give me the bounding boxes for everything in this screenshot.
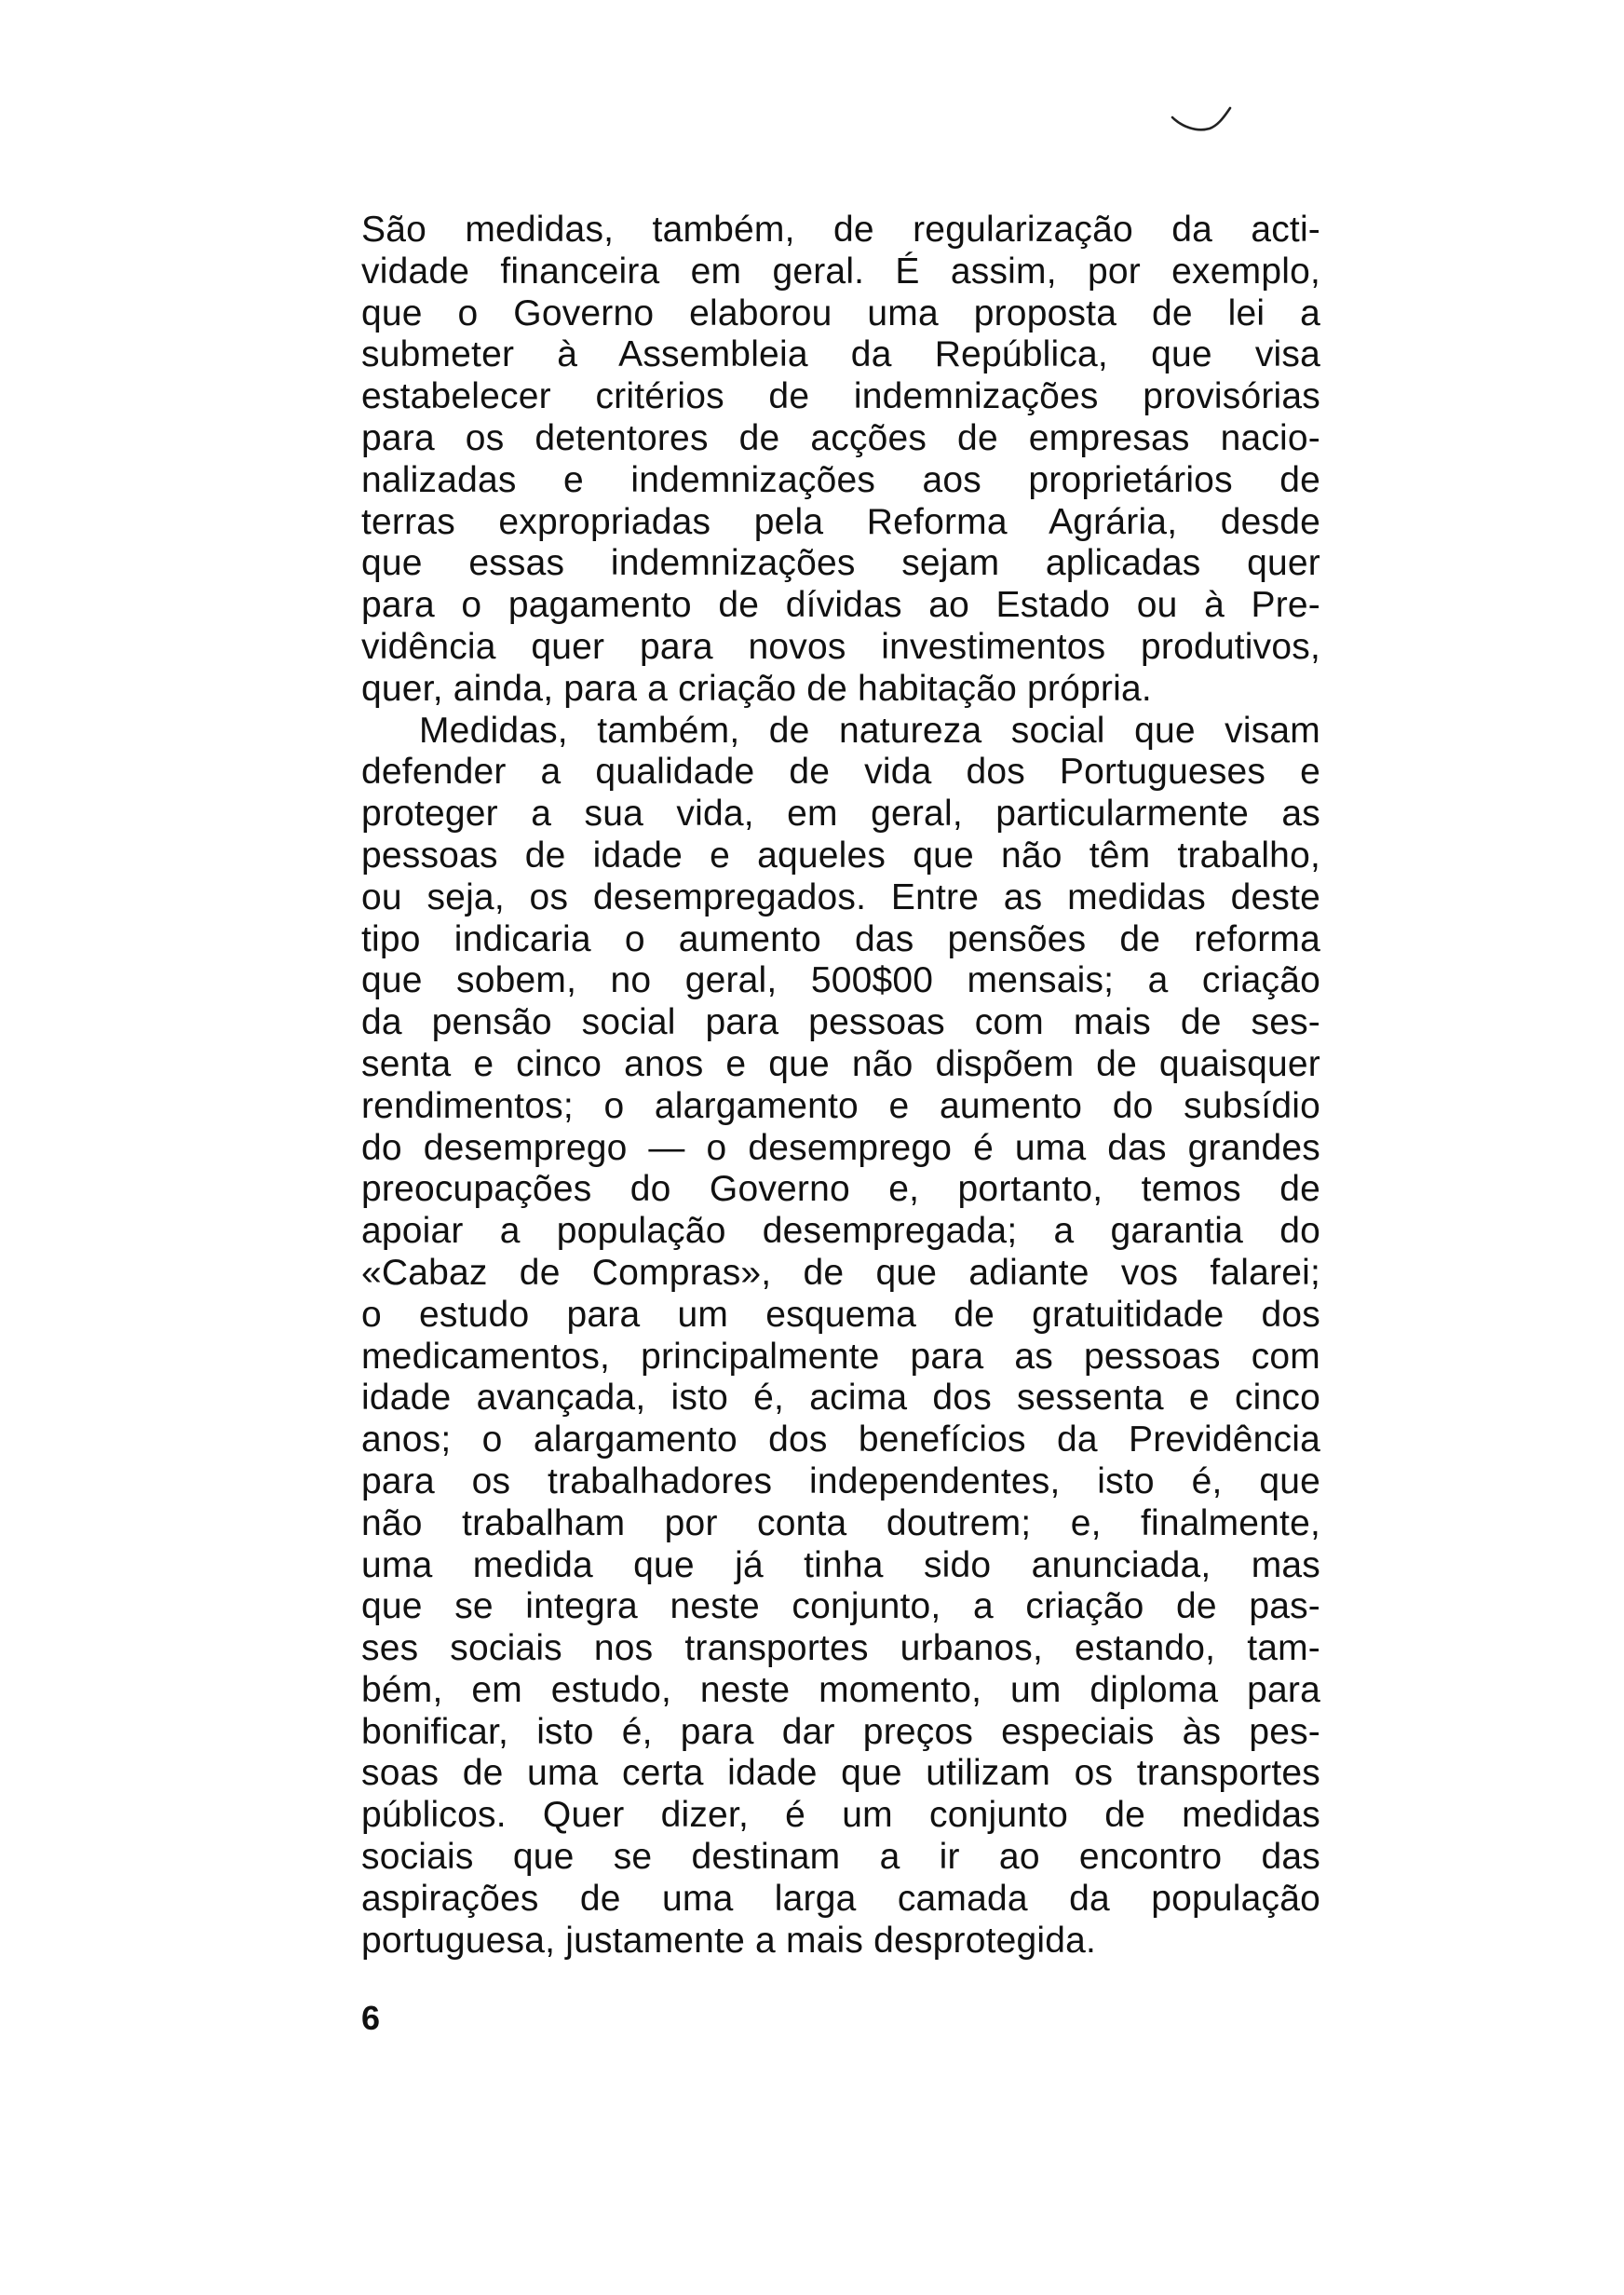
text-line: do desemprego — o desemprego é uma das grandes xyxy=(361,1127,1320,1168)
text-line: tipo indicaria o aumento das pensões de reforma xyxy=(361,918,1320,959)
text-line: anos; o alargamento dos benefícios da Previdência xyxy=(361,1419,1320,1460)
text-line: idade avançada, isto é, acima dos sessenta e cinco xyxy=(361,1378,1320,1419)
text-line: rendimentos; o alargamento e aumento do subsídio xyxy=(361,1085,1320,1126)
text-line: senta e cinco anos e que não dispõem de quaisquer xyxy=(361,1043,1320,1084)
paragraph-2 xyxy=(361,711,1320,1962)
text-line: vidade financeira em geral. É assim, por exemplo, xyxy=(361,251,1320,292)
text-line: proteger a sua vida, em geral, particularmente as xyxy=(361,794,1320,835)
text-line: que se integra neste conjunto, a criação de pas- xyxy=(361,1586,1320,1627)
text-line: para o pagamento de dívidas ao Estado ou à Pre- xyxy=(361,585,1320,626)
page-number: 6 xyxy=(361,1999,381,2037)
text-line: São medidas, também, de regularização da acti- xyxy=(361,210,1320,250)
text-line: para os detentores de acções de empresas nacio- xyxy=(361,417,1320,458)
text-line: aspirações de uma larga camada da população xyxy=(361,1878,1320,1919)
text-line: bém, em estudo, neste momento, um diploma para xyxy=(361,1669,1320,1710)
text-line: portuguesa, justamente a mais desprotegida. xyxy=(361,1920,1097,1961)
text-line: medicamentos, principalmente para as pessoas com xyxy=(361,1336,1320,1377)
body-text xyxy=(361,210,1320,1962)
text-line: públicos. Quer dizer, é um conjunto de medidas xyxy=(361,1795,1320,1836)
text-line: que sobem, no geral, 500$00 mensais; a criação xyxy=(361,960,1320,1001)
text-line: para os trabalhadores independentes, isto é, que xyxy=(361,1460,1320,1501)
text-line: terras expropriadas pela Reforma Agrária, desde xyxy=(361,501,1320,542)
text-line: ou seja, os desempregados. Entre as medidas deste xyxy=(361,876,1320,917)
text-line: o estudo para um esquema de gratuitidade dos xyxy=(361,1294,1320,1335)
text-line: que essas indemnizações sejam aplicadas quer xyxy=(361,543,1320,584)
text-line: soas de uma certa idade que utilizam os transportes xyxy=(361,1753,1320,1794)
text-line: apoiar a população desempregada; a garantia do xyxy=(361,1211,1320,1252)
text-line: preocupações do Governo e, portanto, temos de xyxy=(361,1169,1320,1210)
text-line: pessoas de idade e aqueles que não têm trabalho, xyxy=(361,835,1320,876)
text-line: quer, ainda, para a criação de habitação própria. xyxy=(361,668,1152,709)
text-line: ses sociais nos transportes urbanos, estando, tam- xyxy=(361,1628,1320,1669)
paragraph-1 xyxy=(361,210,1320,711)
text-line: que o Governo elaborou uma proposta de lei a xyxy=(361,292,1320,333)
handwritten-tick-mark xyxy=(1169,104,1234,142)
text-line: sociais que se destinam a ir ao encontro das xyxy=(361,1837,1320,1878)
text-line: submeter à Assembleia da República, que visa xyxy=(361,334,1320,375)
text-line: Medidas, também, de natureza social que visam xyxy=(419,710,1320,751)
text-line: bonificar, isto é, para dar preços especiais às pes- xyxy=(361,1711,1320,1752)
text-line: vidência quer para novos investimentos produtivos, xyxy=(361,626,1320,667)
text-line: estabelecer critérios de indemnizações provisórias xyxy=(361,376,1320,417)
text-line: nalizadas e indemnizações aos proprietários de xyxy=(361,459,1320,500)
text-line: defender a qualidade de vida dos Portugueses e xyxy=(361,752,1320,793)
text-line: uma medida que já tinha sido anunciada, mas xyxy=(361,1544,1320,1585)
text-line: não trabalham por conta doutrem; e, finalmente, xyxy=(361,1502,1320,1543)
text-line: da pensão social para pessoas com mais de ses- xyxy=(361,1002,1320,1043)
text-line: «Cabaz de Compras», de que adiante vos falarei; xyxy=(361,1252,1320,1293)
